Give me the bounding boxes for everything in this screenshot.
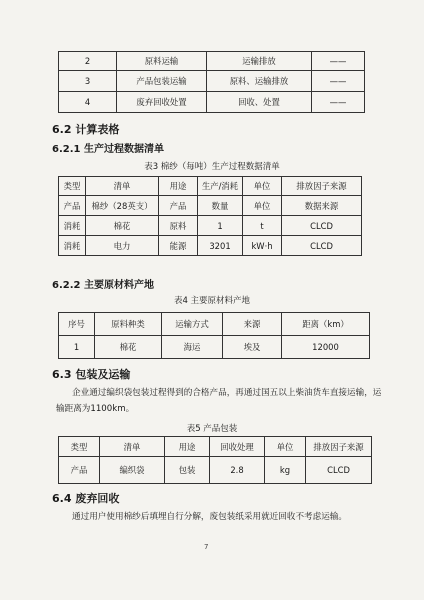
table-header-cell: 用途	[159, 177, 198, 196]
table-header-cell: 来源	[223, 313, 282, 336]
table-cell: CLCD	[306, 457, 372, 484]
table-cell: 海运	[162, 336, 223, 359]
table-header-cell: 类型	[59, 437, 100, 457]
table-cell: 棉花	[86, 216, 159, 236]
table-row	[59, 196, 362, 216]
table-cell: 棉花	[95, 336, 162, 359]
page-number: 7	[204, 543, 209, 551]
table-row	[59, 216, 362, 236]
table-cell: 4	[59, 92, 117, 113]
table-cell: 原料	[159, 216, 198, 236]
table-cell: 2	[59, 52, 117, 71]
table-header-cell: 原料种类	[95, 313, 162, 336]
table-row	[59, 92, 365, 113]
table-cell: CLCD	[282, 216, 362, 236]
table-cell: ——	[312, 52, 365, 71]
table-row	[59, 236, 362, 256]
table-cell: 3201	[198, 236, 243, 256]
table-header-cell: 排放因子来源	[306, 437, 372, 457]
table-header-cell: 清单	[86, 177, 159, 196]
table-cell: 运输排放	[207, 52, 312, 71]
table-header-cell: 运输方式	[162, 313, 223, 336]
table-row	[59, 313, 370, 336]
table-cell: 3	[59, 71, 117, 92]
table-cell: 1	[59, 336, 95, 359]
table-top	[58, 51, 365, 113]
table-cell: 原料运输	[117, 52, 207, 71]
table-cell: 12000	[282, 336, 370, 359]
section-heading-6-2: 6.2 计算表格	[52, 123, 120, 136]
table-cell: 消耗	[59, 236, 86, 256]
table-cell: 编织袋	[100, 457, 165, 484]
table-row	[59, 457, 372, 484]
table-header-cell: 单位	[265, 437, 306, 457]
table3-caption: 表3 棉纱（每吨）生产过程数据清单	[144, 162, 280, 172]
table-cell: 产品包装运输	[117, 71, 207, 92]
table-cell: 单位	[243, 196, 282, 216]
table-cell: 废弃回收处置	[117, 92, 207, 113]
table-cell: 消耗	[59, 216, 86, 236]
table4-caption: 表4 主要原材料产地	[173, 296, 251, 306]
table-cell: 1	[198, 216, 243, 236]
table-cell: t	[243, 216, 282, 236]
table-cell: 产品	[59, 196, 86, 216]
table-cell: ——	[312, 71, 365, 92]
table-cell: kg	[265, 457, 306, 484]
table-row	[59, 52, 365, 71]
table3	[58, 176, 362, 256]
table-header-cell: 距离（km）	[282, 313, 370, 336]
table-header-cell: 回收处理	[210, 437, 265, 457]
paragraph-6-3-line2: 输距离为1100km。	[56, 404, 135, 414]
table-cell: 包装	[165, 457, 210, 484]
table-cell: 产品	[159, 196, 198, 216]
table-header-cell: 单位	[243, 177, 282, 196]
table5-caption: 表5 产品包装	[186, 424, 238, 434]
table-cell: CLCD	[282, 236, 362, 256]
table-header-cell: 序号	[59, 313, 95, 336]
table-cell: 产品	[59, 457, 100, 484]
table-header-cell: 类型	[59, 177, 86, 196]
table-row	[59, 71, 365, 92]
table-row	[59, 437, 372, 457]
table-cell: 原料、运输排放	[207, 71, 312, 92]
section-heading-6-2-2: 6.2.2 主要原材料产地	[52, 280, 154, 291]
table-header-cell: 排放因子来源	[282, 177, 362, 196]
section-heading-6-3: 6.3 包装及运输	[52, 368, 131, 381]
table5	[58, 436, 372, 484]
table-header-cell: 清单	[100, 437, 165, 457]
table4	[58, 312, 370, 359]
section-heading-6-2-1: 6.2.1 生产过程数据清单	[52, 144, 164, 155]
table-cell: 能源	[159, 236, 198, 256]
table-cell: 棉纱（28英支）	[86, 196, 159, 216]
table-cell: 回收、处置	[207, 92, 312, 113]
table-header-cell: 用途	[165, 437, 210, 457]
paragraph-6-4: 通过用户使用棉纱后填埋自行分解，废包装纸采用就近回收不考虑运输。	[72, 512, 348, 522]
table-header-cell: 生产/消耗	[198, 177, 243, 196]
table-cell: 2.8	[210, 457, 265, 484]
paragraph-6-3-line1: 企业通过编织袋包装过程得到的合格产品，再通过国五以上柴油货车直接运输，运	[72, 388, 382, 398]
table-row	[59, 336, 370, 359]
section-heading-6-4: 6.4 废弃回收	[52, 492, 120, 505]
table-cell: 数量	[198, 196, 243, 216]
table-cell: ——	[312, 92, 365, 113]
table-cell: 数据来源	[282, 196, 362, 216]
table-cell: 电力	[86, 236, 159, 256]
table-row	[59, 177, 362, 196]
table-cell: kW·h	[243, 236, 282, 256]
table-cell: 埃及	[223, 336, 282, 359]
